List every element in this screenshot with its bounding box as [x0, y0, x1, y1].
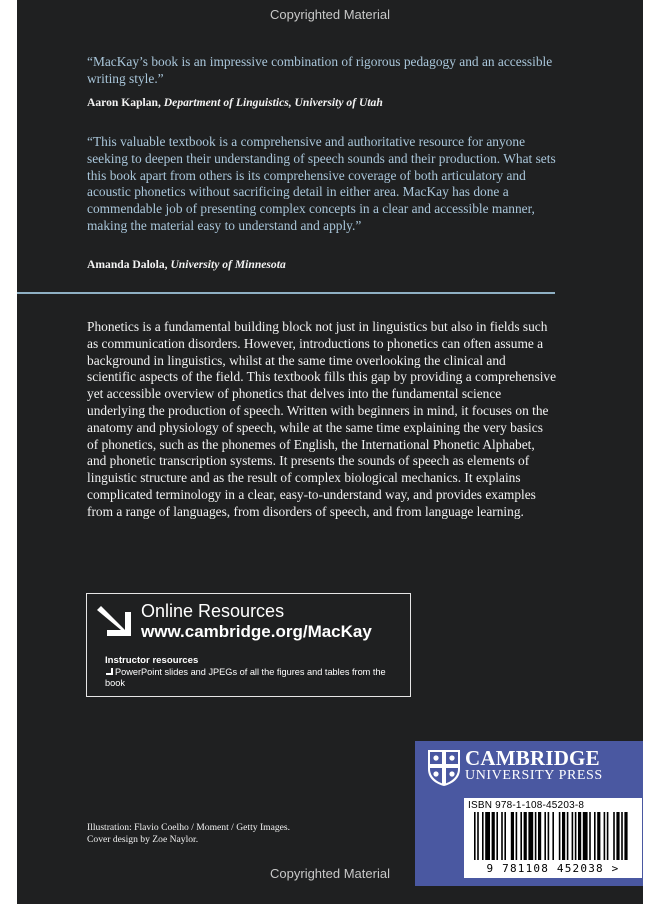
- barcode-bar: [516, 812, 518, 860]
- barcode-bar: [594, 812, 596, 860]
- review-attribution-2: [87, 258, 562, 271]
- reviewer-affiliation-1: Department of Linguistics, University of Utah: [163, 96, 383, 109]
- university-crest-icon: [427, 749, 461, 787]
- barcode-bar: [538, 812, 541, 860]
- barcode-bar: [613, 812, 615, 860]
- barcode-bar: [552, 812, 554, 860]
- barcode-bar: [524, 812, 527, 860]
- isbn-label: ISBN 978-1-108-45203-8: [468, 800, 585, 811]
- review-quote-2: “This valuable textbook is a comprehensive and authoritative resource for anyone seeking to deepen their understanding of speech sounds and their production. What sets this book apart from others is its comprehensive coverage of both articulatory and acoustic phonetics without sacrificing detail in either area. MacKay has done a commendable job of presenting complex concepts in a clear and accessible manner, making the material easy to understand and apply.”: [87, 134, 556, 233]
- barcode-bar: [575, 812, 577, 860]
- barcode-bar: [583, 812, 588, 860]
- instructor-resources-text: PowerPoint slides and JPEGs of all the figures and tables from the book: [105, 667, 386, 688]
- review-attribution-1: [87, 96, 562, 109]
- barcode-bar: [597, 812, 600, 860]
- watermark-bottom: Copyrighted Material: [270, 866, 390, 881]
- arrow-down-right-icon: [97, 604, 133, 638]
- small-arrow-icon: [105, 667, 115, 678]
- barcode-bar: [496, 812, 498, 860]
- barcode-bar: [578, 812, 581, 860]
- barcode-bar: [616, 812, 619, 860]
- barcode-bar: [520, 812, 522, 860]
- reviewer-name-2: Amanda Dalola,: [87, 258, 168, 271]
- barcode-bar: [482, 812, 484, 860]
- barcode-bar: [485, 812, 490, 860]
- reviewer-affiliation-2: University of Minnesota: [170, 258, 286, 271]
- book-blurb: Phonetics is a fundamental building block not just in linguistics but also in fields such as communication disorders. However, introductions to phonetics can often assume a background in linguistics, whilst at the same time overlooking the clinical and scientific aspects of the field. This textbook fills this gap by providing a comprehensive yet accessible overview of phonetics that delves into the fundamental science underlying the production of speech. Written with beginners in mind, it focuses on the anatomy and physiology of speech, while at the same time explaining the very basics of phonetics, such as the phonemes of English, the International Phonetic Alphabet, and phonetic transcription systems. It presents the sounds of speech as elements of linguistic structure and as the result of complex biological mechanics. It explains complicated terminology in a clear, easy-to-understand way, and provides examples from a range of languages, from disorders of speech, and from language learning.: [87, 319, 557, 519]
- barcode-bar: [604, 812, 606, 860]
- barcode-bar: [544, 812, 546, 860]
- instructor-resources-heading: Instructor resources: [105, 655, 199, 666]
- barcode-bar: [562, 812, 565, 860]
- barcode-bar: [504, 812, 506, 860]
- watermark-top: Copyrighted Material: [270, 7, 390, 22]
- barcode-bar: [511, 812, 514, 860]
- review-quote-1: “MacKay’s book is an impressive combination of rigorous pedagogy and an accessible writing style.”: [87, 54, 553, 86]
- barcode-bar: [567, 812, 569, 860]
- design-credit: Cover design by Zoe Naylor.: [87, 834, 199, 845]
- barcode-bar: [477, 812, 479, 860]
- barcode-bar: [624, 812, 627, 860]
- resources-url[interactable]: www.cambridge.org/MacKay: [141, 622, 372, 641]
- barcode-bar: [528, 812, 533, 860]
- publisher-name: CAMBRIDGE: [465, 746, 600, 770]
- barcode-bar: [535, 812, 537, 860]
- illustration-credit: Illustration: Flavio Coelho / Moment / Getty Images.: [87, 822, 291, 833]
- barcode-bars: [466, 812, 640, 862]
- barcode-bar: [501, 812, 503, 860]
- instructor-resources-item: [105, 667, 405, 689]
- barcode-bar: [559, 812, 561, 860]
- resources-title: Online Resources: [141, 601, 285, 621]
- divider-rule: [17, 292, 555, 294]
- barcode-bar: [548, 812, 550, 860]
- publisher-press: UNIVERSITY PRESS: [465, 768, 603, 783]
- barcode-bar: [492, 812, 495, 860]
- barcode-bar: [607, 812, 609, 860]
- isbn-digits: 9 781108 452038 >: [486, 862, 620, 875]
- barcode-bar: [474, 812, 476, 860]
- cover-credits: [87, 822, 290, 846]
- online-resources-box: [86, 593, 411, 697]
- barcode-bar: [572, 812, 574, 860]
- barcode-bar: [621, 812, 623, 860]
- reviewer-name-1: Aaron Kaplan,: [87, 96, 161, 109]
- barcode-bar: [589, 812, 591, 860]
